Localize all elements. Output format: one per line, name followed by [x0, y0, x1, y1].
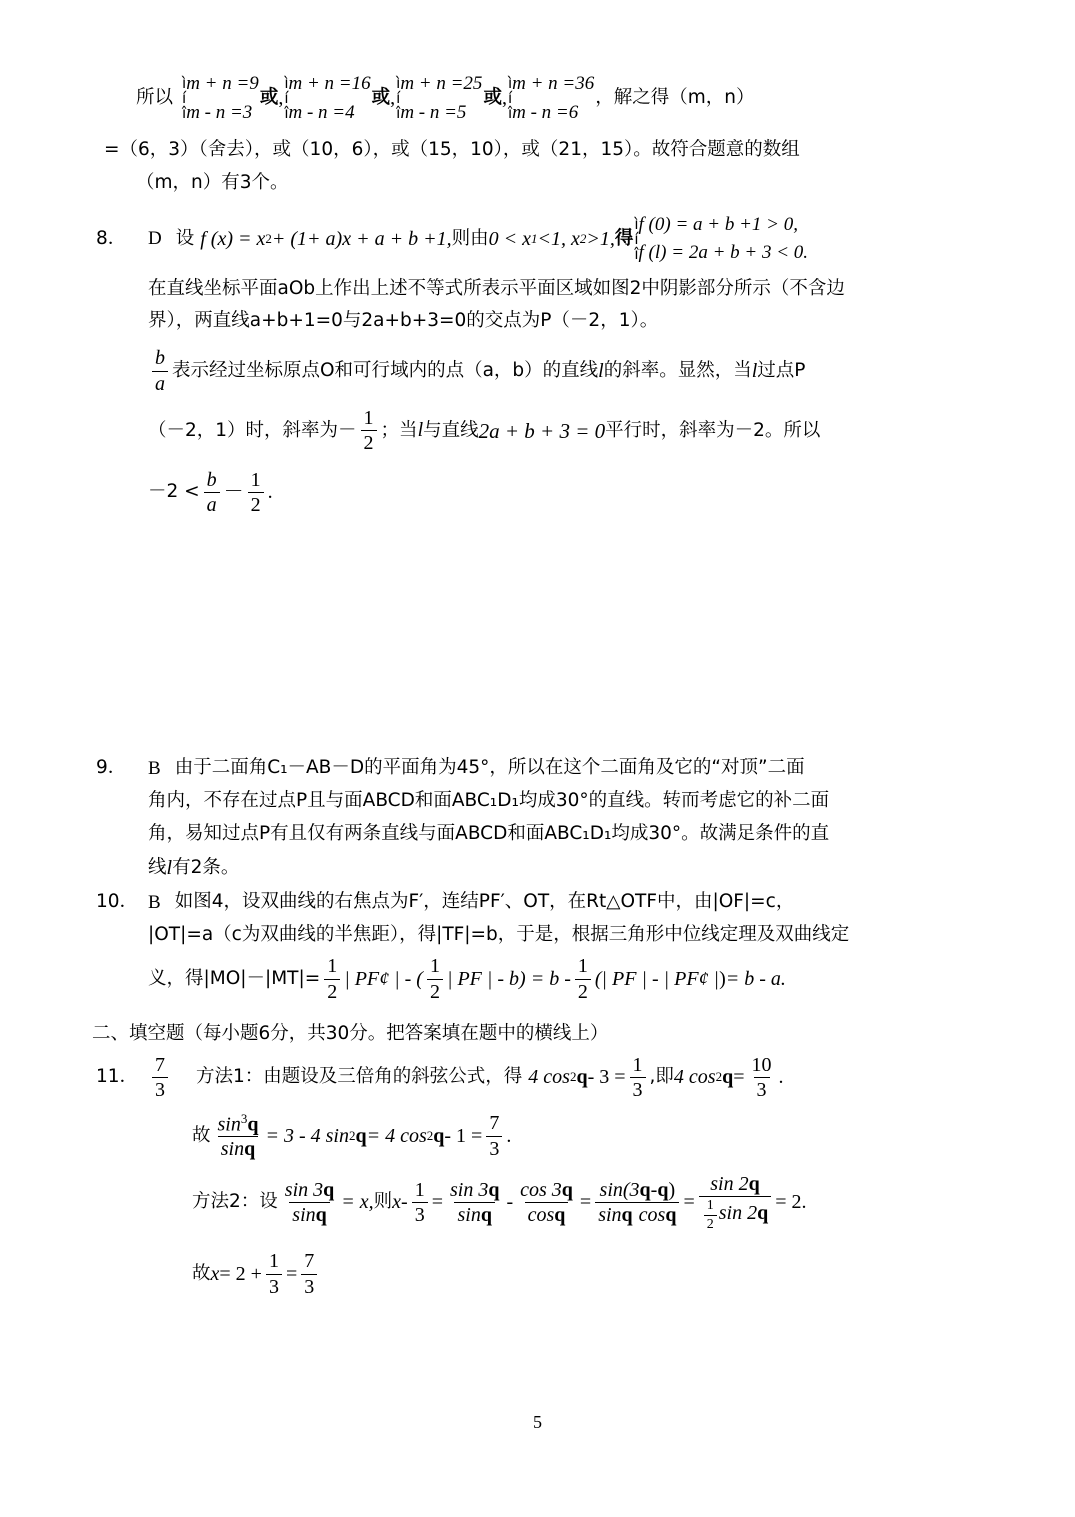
q11-l2-end: . [506, 1124, 512, 1147]
figure-space [96, 523, 976, 755]
q11-m2-f6-den-theta: q [757, 1202, 769, 1225]
q11-l4-f1 [266, 1250, 282, 1298]
q8-system-top: f (0) = a + b +1 > 0, [638, 213, 798, 235]
q10-half1-den: 2 [324, 979, 340, 1003]
q11-sin-theta: q [244, 1138, 256, 1161]
q8-line3-text: 界），两直线a+b+1=0与2a+b+3=0的交点为P（－2，1）。 [148, 310, 659, 332]
brace-icon: ì í î [507, 74, 512, 122]
q11-m2-f1-den [289, 1202, 329, 1226]
q8-line5 [148, 407, 976, 455]
q11-sin3-text: sin [217, 1112, 241, 1135]
q8-line4c-text: 过点P [757, 359, 806, 381]
q11-l4-f1-num: 1 [268, 1250, 279, 1273]
q7-line3 [136, 170, 976, 197]
q11-seventhird-den: 3 [486, 1136, 502, 1160]
q9-answer: B [148, 757, 161, 779]
q11-m2-f4-num [517, 1179, 576, 1202]
q8-half2-fraction [248, 469, 264, 517]
q9-line4-l: l [166, 856, 173, 879]
q8-line5b-text: ；当 [380, 419, 418, 441]
q11-m2-eq2: = [579, 1190, 592, 1213]
q7-sep-1: 或 [259, 87, 279, 109]
q11-m1-expr2: 4 cos [673, 1066, 716, 1089]
q11-sin-text: sin [220, 1138, 245, 1161]
q7-system-3-top: m + n =25 [400, 73, 483, 94]
q8-line6-minus: － [223, 481, 244, 504]
q7-sep-2: 或 [371, 87, 391, 109]
q8-line5-l: l [417, 419, 424, 442]
q8-system [634, 211, 808, 268]
q8-fx-sup: 2 [265, 230, 272, 246]
q11-m1-eq: = [733, 1066, 745, 1089]
q11-l4-x: x [210, 1262, 220, 1285]
q7-line2-text: =（6，3）（舍去），或（10，6），或（15，10），或（21，15）。故符合题意的数组 [104, 139, 800, 160]
q9-line4-text: 线 [148, 856, 167, 878]
q11-l4-eq2: = [285, 1262, 298, 1285]
q11-sin-ratio-num [215, 1112, 262, 1137]
q9-line2-text: 角内，不存在过点P且与面ABCD和面ABC₁D₁均成30°的直线。转而考虑它的补二面 [148, 790, 830, 812]
q11-seventhird-num: 7 [489, 1112, 500, 1135]
q8-line5a-text: （－2，1）时，斜率为－ [148, 419, 357, 441]
q11-m2-f3-num [447, 1179, 502, 1202]
q8-line5c-text: 与直线 [423, 419, 479, 441]
q7-system-4-top: m + n =36 [512, 73, 595, 94]
q11-m2-f4 [517, 1179, 576, 1227]
q11-m2-then: 则 [373, 1191, 393, 1213]
q11-m2-f1-num-text: sin 3 [284, 1178, 324, 1201]
q11-l2b-sup: 2 [426, 1127, 434, 1143]
q11-seventhird-fraction [486, 1112, 502, 1160]
q7-system-4-bot: m - n =6 [512, 101, 579, 123]
q7-system-4 [508, 70, 594, 127]
q11-tenthird-fraction [749, 1054, 775, 1102]
brace-icon: ì í î [396, 74, 400, 122]
q7-system-1 [182, 70, 259, 127]
q11-m2-f5-num: sin(3q-q) [599, 1178, 676, 1201]
q9-line3-text: 角，易知过点P有且仅有两条直线与面ABCD和面ABC₁D₁均成30°。故满足条件的直 [148, 822, 830, 844]
q10-answer: B [148, 891, 161, 913]
q8-answer: D [148, 228, 162, 250]
q11-m2-f3-den [454, 1202, 494, 1226]
q11-m2-f1 [282, 1179, 337, 1227]
q7-system-2-top: m + n =16 [288, 73, 371, 94]
q11-line3 [192, 1173, 976, 1233]
q11-theta-2: q [722, 1066, 734, 1089]
q8-half-den: 2 [361, 430, 377, 454]
q11-m2-f3 [447, 1179, 502, 1227]
q11-theta-1: q [576, 1066, 588, 1089]
q8-lead: 设 [175, 227, 195, 249]
q11-third-num: 1 [632, 1053, 643, 1076]
q10-half3-den: 2 [575, 979, 591, 1003]
q11-l4-eq: = 2 + [219, 1262, 262, 1285]
q11-m1-expr2-sup: 2 [715, 1069, 723, 1085]
q8-slope-num: b [155, 347, 165, 370]
q7-system-3-bot: m - n =5 [400, 101, 467, 123]
q11-l4-lead: 故 [192, 1262, 211, 1284]
q11-m1-end: . [778, 1066, 784, 1089]
q11-m2-f5-den-text: sin [598, 1203, 622, 1226]
q11-answer-num: 7 [155, 1053, 165, 1076]
q11-l4-f2-num: 7 [304, 1250, 315, 1273]
q11-m2-minus2: - [506, 1190, 514, 1213]
q11-l4-f1-den: 3 [266, 1274, 282, 1298]
q11-third-fraction [630, 1054, 646, 1102]
q10-half1-fraction [324, 955, 340, 1003]
q8-line4-text: 表示经过坐标原点O和可行域内的点（a，b）的直线 [172, 359, 599, 381]
q11-l4-f2 [301, 1250, 317, 1298]
q8-ba-den: a [204, 492, 220, 516]
q10-line1-text: 如图4，设双曲线的右焦点为F′，连结PF′、OT，在Rt△OTF中，由|OF|=c， [174, 891, 795, 913]
q8-line5d-text: 平行时，斜率为－2。所以 [605, 419, 821, 441]
q9-line4 [148, 854, 976, 883]
q7-systems-line: 所以 ì í î m + n =9 m - n =3 或 , ì í î m + n =16 m - n =4 或 , ì í î m + n =25 m - n =5 或 , ì í î m + n =36 m - n =6 ，解之得（m，n） [136, 70, 976, 127]
q11-m2-f6-num-text: sin 2 [710, 1172, 749, 1195]
q8-system-bot: f (l) = 2a + b + 3 < 0. [638, 242, 809, 264]
q7-system-2-bot: m - n =4 [288, 101, 355, 123]
q8-number: 8． [96, 227, 127, 249]
q11-m1-then: ,即 [649, 1066, 674, 1088]
q11-tenthird-den: 3 [754, 1077, 770, 1101]
q8-cond: 0 < x [488, 227, 531, 250]
q11-m2-f4-num-theta: q [561, 1178, 573, 1201]
q8-line6 [148, 469, 976, 517]
q8-cond3: >1, [586, 227, 615, 250]
q11-m2-f5-num-text: sin(3 [599, 1178, 640, 1201]
q7-sep-3: 或 [483, 87, 502, 109]
q11-m2-x: x [392, 1190, 402, 1213]
q11-line4 [192, 1250, 976, 1298]
q8-ba-fraction [204, 469, 220, 517]
q10-half3-num: 1 [577, 955, 588, 978]
q11-tenthird-num: 10 [751, 1053, 772, 1076]
q11-m2-f6-inner-den: 2 [704, 1215, 717, 1233]
q8-then: 则由 [451, 227, 489, 249]
q7-system-2 [284, 70, 370, 127]
q11-m2-f3-den-text: sin [457, 1203, 481, 1226]
q8-line6-end: . [267, 481, 273, 504]
q11-m2-f2-num: 1 [414, 1178, 425, 1201]
q11-m2-f5-den-theta1: q [621, 1203, 633, 1226]
section2-title: 二、填空题（每小题6分，共30分。把答案填在题中的横线上） [92, 1022, 609, 1044]
q8-line2-text: 在直线坐标平面aOb上作出上述不等式所表示平面区域如图2中阴影部分所示（不含边 [148, 277, 845, 299]
q8-line4 [148, 347, 976, 395]
q8-ba-num: b [206, 468, 217, 491]
q8-line1 [96, 211, 976, 268]
q7-tail: ，解之得（m，n） [595, 87, 755, 109]
q10-line2-text: |OT|=a（c为双曲线的半焦距），得|TF|=b，于是，根据三角形中位线定理及双曲线定 [148, 924, 850, 946]
q11-line1 [96, 1054, 976, 1102]
q10-number: 10． [96, 891, 139, 913]
q11-m2-f6-inner-num: 1 [706, 1198, 714, 1213]
q10-half2-fraction [427, 955, 443, 1003]
q9-line3 [148, 821, 976, 848]
q11-m2-minus: - [401, 1190, 408, 1213]
brace-icon: ì í î [284, 74, 288, 122]
q11-answer-den: 3 [152, 1077, 168, 1101]
q10-line1 [96, 889, 976, 917]
q9-line1-text: 由于二面角C₁－AB－D的平面角为45°，所以在这个二面角及它的“对顶”二面 [174, 756, 805, 778]
q11-m2-eq1: = [431, 1190, 443, 1213]
q10-line3b-text: | PF¢ | - ( [344, 967, 423, 990]
q10-line3a-text: 义，得|MO|－|MT|= [148, 967, 321, 989]
q7-line2 [104, 137, 976, 164]
q8-line4b-text: 的斜率。显然，当 [603, 359, 752, 381]
q11-m1-expr1-sup: 2 [569, 1069, 577, 1085]
q11-m2-f5-den-text2: cos [638, 1203, 666, 1226]
q8-cond-sub2: 2 [579, 230, 587, 246]
q11-sin-ratio-den [218, 1136, 258, 1160]
q8-slope-den: a [152, 371, 168, 395]
q11-m2-f4-den-text: cos [527, 1203, 555, 1226]
q11-m2-f5-den-theta2: q [665, 1203, 677, 1226]
q11-l2a: = 3 - 4 sin [265, 1124, 349, 1147]
q11-m2-eq4: = 2. [775, 1190, 807, 1213]
q11-m2-f5-den [595, 1202, 679, 1226]
q11-m2-eqx: = x, [341, 1190, 374, 1213]
q8-half-fraction [361, 407, 377, 455]
q11-m2-f1-den-theta: q [315, 1203, 327, 1226]
q11-m2-f6-inner-frac [704, 1198, 717, 1232]
q11-m2-f1-num [282, 1179, 337, 1202]
q11-m2-f2 [412, 1179, 428, 1227]
q11-answer-fraction [152, 1054, 168, 1102]
q11-sin3-theta: q [247, 1112, 259, 1135]
q8-half2-den: 2 [248, 492, 264, 516]
q11-m2-f3-den-theta: q [480, 1203, 492, 1226]
q10-line3: 义，得|MO|－|MT|= $\frac{1}{2}$ | PF¢ | - ( $\frac{1}{2}$ | PF | - b) = b - $\frac{1}{2}$ (| PF | - | PF¢ | ) = b - a. [148, 955, 786, 1003]
q11-m2-f5 [595, 1179, 679, 1227]
q10-line2 [148, 922, 976, 949]
q11-m2-f6-den-text: sin 2 [718, 1202, 758, 1225]
q11-m2-f6 [699, 1173, 771, 1233]
q8-line5-equation: 2a + b + 3 = 0 [478, 418, 606, 443]
q8-fx2: + (1+ a)x + a + b +1, [271, 227, 452, 250]
q8-slope-fraction [152, 347, 168, 395]
q11-method2-lead: 方法2：设 [192, 1191, 278, 1213]
q11-m2-f2-den: 3 [412, 1202, 428, 1226]
q11-third-den: 3 [630, 1077, 646, 1101]
q7-line3-text: （m，n）有3个。 [136, 171, 289, 193]
q11-m1-expr1: 4 cos [528, 1066, 570, 1089]
q11-m2-f4-num-text: cos 3 [520, 1178, 562, 1201]
q11-line2 [192, 1112, 976, 1161]
q11-m2-f3-num-text: sin 3 [449, 1178, 489, 1201]
q11-m2-f6-num-theta: q [748, 1172, 760, 1195]
q11-l2a-theta: q [355, 1124, 367, 1147]
q8-line2 [148, 276, 976, 303]
q10-line3d-text: (| PF | - | PF¢ | [594, 967, 720, 990]
q11-l2b: = 4 cos [366, 1124, 427, 1147]
q11-m2-f6-num [707, 1173, 762, 1196]
q7-lead: 所以 [136, 87, 174, 109]
q11-m2-f3-num-theta: q [488, 1178, 500, 1201]
brace-icon: ì í î [634, 214, 638, 263]
q8-half2-num: 1 [250, 468, 261, 491]
q7-system-3 [396, 70, 482, 127]
q9-line4b-text: 有2条。 [172, 856, 240, 878]
q10-half1-num: 1 [327, 955, 338, 978]
q8-line3 [148, 308, 976, 335]
q8-line4-l2: l [751, 359, 758, 382]
q11-sin-ratio-fraction [215, 1112, 262, 1161]
q8-cond2: <1, x [537, 227, 580, 250]
q11-m2-f4-den-theta: q [554, 1203, 566, 1226]
q11-m2-f1-den-text: sin [292, 1203, 316, 1226]
q8-line6a-text: －2 < [148, 481, 200, 503]
q11-sin3-sup: 3 [240, 1110, 248, 1126]
q7-system-1-bot: m - n =3 [186, 101, 253, 123]
q11-m2-f5-num-minus: - [650, 1178, 658, 1201]
q11-m2-f4-den [525, 1202, 569, 1226]
q11-line2-lead: 故 [192, 1124, 211, 1146]
q10-half2-den: 2 [427, 979, 443, 1003]
q9-number: 9． [96, 756, 127, 778]
q11-method1-lead: 方法1：由题设及三倍角的斜弦公式，得 [196, 1066, 523, 1088]
q11-m2-f6-den [699, 1196, 771, 1232]
page-content [92, 70, 976, 1304]
q11-l2b-theta: q [433, 1124, 445, 1147]
q11-number: 11． [96, 1066, 139, 1088]
q11-m2-f5-num-theta2: q [657, 1178, 669, 1201]
q11-m1-minus: - 3 = [587, 1066, 626, 1089]
q11-m2-f5-num-theta1: q [639, 1178, 651, 1201]
q8-line4-l: l [598, 359, 604, 382]
brace-icon: ì í î [182, 74, 186, 122]
q8-cond-sub1: 1 [530, 230, 538, 246]
q10-line3c-text: | PF | - b) = b - [446, 967, 571, 990]
q10-half3-fraction [575, 955, 591, 1003]
q8-half-num: 1 [363, 407, 374, 430]
q11-m2-f1-num-theta: q [323, 1178, 335, 1201]
q10-line3e-text: = b - a. [725, 967, 786, 990]
q8-fx: f (x) = x [200, 227, 266, 250]
q9-line2 [148, 788, 976, 815]
section2-title-line [92, 1011, 976, 1048]
q10-half2-num: 1 [429, 955, 440, 978]
q11-l2c: - 1 = [444, 1124, 483, 1147]
q11-l2a-sup: 2 [348, 1127, 356, 1143]
q11-l4-f2-den: 3 [301, 1274, 317, 1298]
q9-line1 [96, 755, 976, 783]
q8-get: 得 [614, 227, 634, 249]
page-number: 5 [533, 1412, 542, 1432]
q7-system-1-top: m + n =9 [186, 73, 259, 94]
q11-m2-eq3: = [683, 1190, 695, 1213]
